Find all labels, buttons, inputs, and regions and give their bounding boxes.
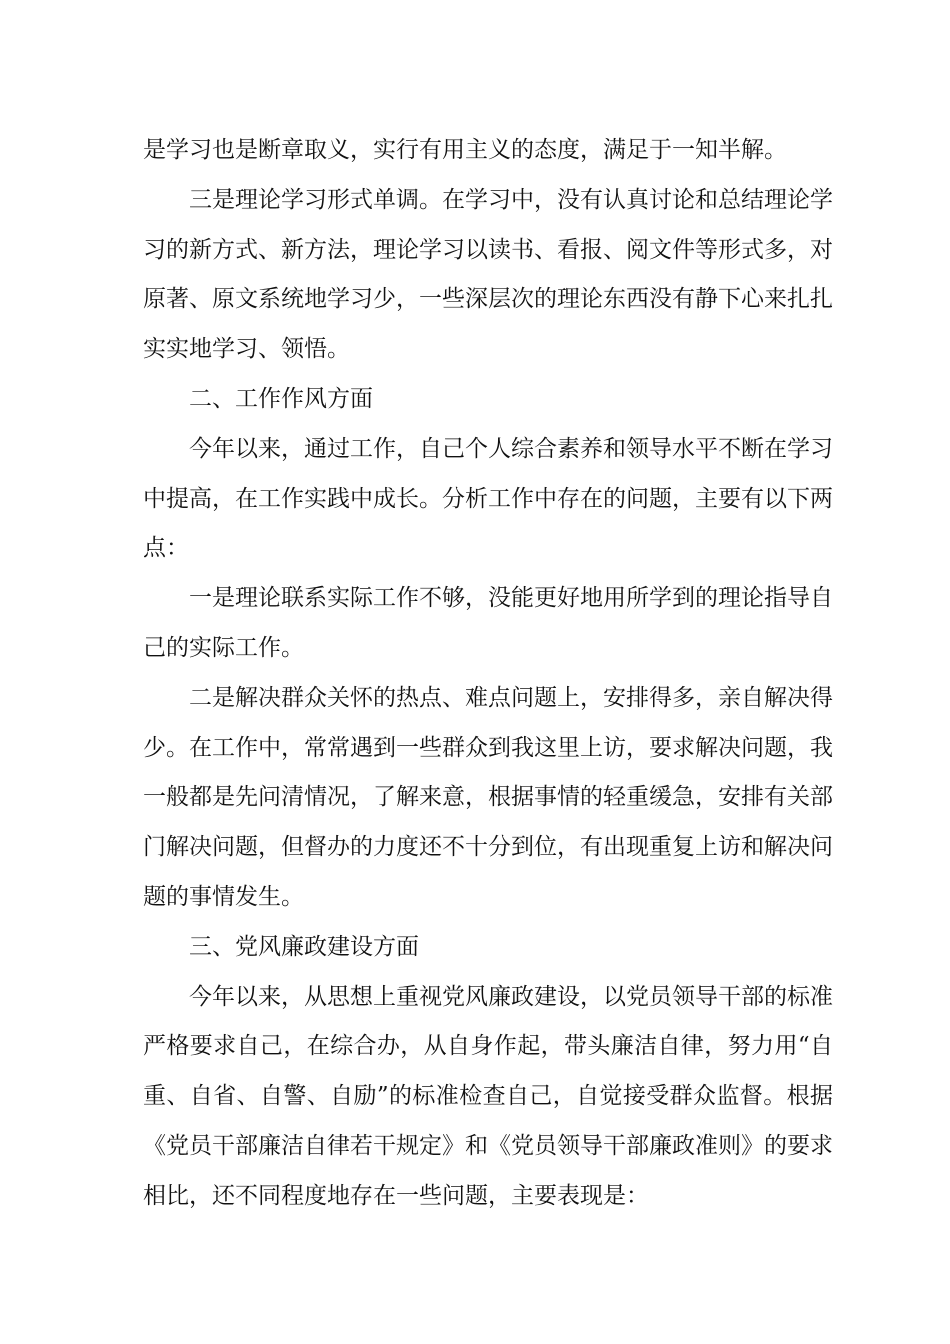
section-heading-work-style: 二、工作作风方面 bbox=[189, 385, 373, 412]
paragraph-theory-practice: 一是理论联系实际工作不够，没能更好地用所学到的理论指导自己的实际工作。 bbox=[143, 585, 833, 661]
paragraph-mass-issues: 二是解决群众关怀的热点、难点问题上，安排得多，亲自解决得少。在工作中，常常遇到一些群众到我这里上访，要求解决问题，我一般都是先问清情况，了解来意，根据事情的轻重缓急，安排有关部门解决问题，但督办的力度还不十分到位，有出现重复上访和解决问题的事情发生。 bbox=[143, 684, 833, 910]
paragraph-continued: 是学习也是断章取义，实行有用主义的态度，满足于一知半解。 bbox=[143, 137, 787, 163]
paragraph-theory-study-form: 三是理论学习形式单调。在学习中，没有认真讨论和总结理论学习的新方式、新方法，理论学习以读书、看报、阅文件等形式多，对原著、原文系统地学习少，一些深层次的理论东西没有静下心来扎扎实实地学习、领悟。 bbox=[143, 186, 833, 363]
paragraph-work-style-intro: 今年以来，通过工作，自己个人综合素养和领导水平不断在学习中提高，在工作实践中成长。分析工作中存在的问题，主要有以下两点： bbox=[143, 435, 833, 562]
section-heading-integrity: 三、党风廉政建设方面 bbox=[189, 933, 419, 960]
document-body bbox=[143, 126, 833, 1222]
paragraph-integrity: 今年以来，从思想上重视党风廉政建设，以党员领导干部的标准严格要求自己，在综合办，从自身作起，带头廉洁自律，努力用“自重、自省、自警、自励”的标准检查自己，自觉接受群众监督。根据《党员干部廉洁自律若干规定》和《党员领导干部廉政准则》的要求相比，还不同程度地存在一些问题，主要表现是： bbox=[143, 983, 833, 1209]
